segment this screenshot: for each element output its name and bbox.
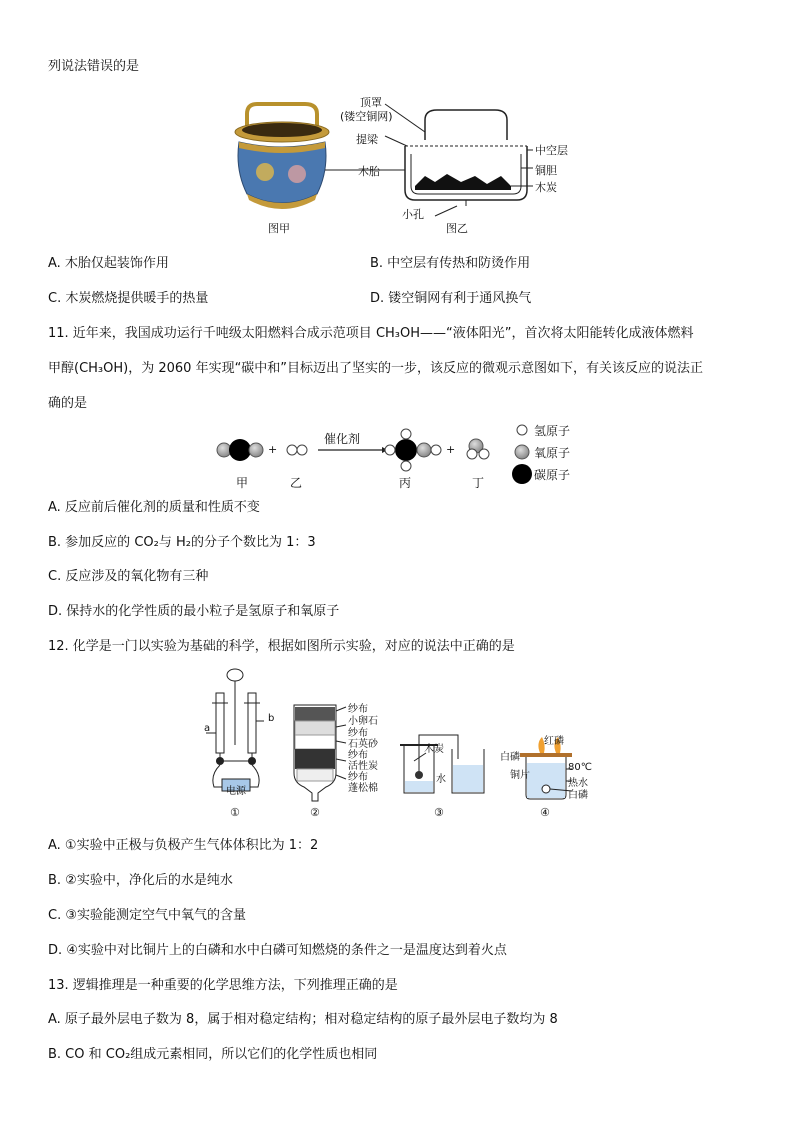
exp2-number: ② [310, 806, 320, 819]
intro-text: 列说法错误的是 [48, 59, 140, 74]
exp1-number: ① [230, 806, 240, 819]
species-jia: 甲 [236, 476, 249, 490]
exp4-hot-water: 热水 [568, 778, 588, 789]
exp2-layer-2: 纱布 [348, 728, 368, 739]
q10-option-a: A. 木胎仅起装饰作用 [48, 256, 169, 271]
exp2-layer-1: 小卵石 [348, 716, 378, 727]
q10-option-b: B. 中空层有传热和防烫作用 [370, 256, 531, 271]
exp2-layer-7: 蓬松棉 [348, 783, 378, 794]
q11-stem-line2: 甲醇(CH₃OH)，为 2060 年实现“碳中和”目标迈出了坚实的一步，该反应的微观示意图如下，有关该反应的说法正 [48, 361, 704, 376]
fig2-caption: 图乙 [446, 222, 468, 235]
label-top-cover: 顶罩 [360, 96, 382, 109]
legend-oxygen: 氧原子 [534, 446, 571, 460]
exp2-layer-5: 活性炭 [348, 761, 378, 772]
legend-hydrogen: 氢原子 [534, 424, 571, 438]
exp4-white-p: 白磷 [500, 752, 520, 763]
exp4-white-p2: 白磷 [568, 790, 588, 801]
water-filter-apparatus [294, 705, 346, 801]
hand-warmer-photo [235, 104, 329, 209]
exp3-number: ③ [434, 806, 444, 819]
q11-option-b: B. 参加反应的 CO₂与 H₂的分子个数比为 1：3 [48, 535, 316, 550]
exp1-label-a: a [204, 723, 211, 734]
experiments-figure [200, 665, 600, 825]
exp2-layer-4: 纱布 [348, 750, 368, 761]
exp4-copper: 铜片 [510, 770, 530, 781]
q13-stem: 13. 逻辑推理是一种重要的化学思维方法，下列推理正确的是 [48, 978, 398, 993]
exp3-water: 水 [436, 774, 446, 785]
exp3-charcoal: 木炭 [424, 744, 444, 755]
q13-option-b: B. CO 和 CO₂组成元素相同，所以它们的化学性质也相同 [48, 1047, 378, 1062]
label-hollow-layer: 中空层 [535, 144, 568, 157]
label-charcoal: 木炭 [535, 181, 557, 194]
electrolysis-apparatus [206, 669, 264, 791]
exp1-label-b: b [268, 713, 275, 724]
plus-sign-2: + [446, 443, 456, 456]
species-bing: 丙 [399, 476, 412, 490]
q13-option-a: A. 原子最外层电子数为 8，属于相对稳定结构；相对稳定结构的原子最外层电子数均为 8 [48, 1012, 558, 1027]
exp2-layer-6: 纱布 [348, 772, 368, 783]
label-top-cover-sub: (镂空铜网) [340, 110, 393, 123]
q10-option-c: C. 木炭燃烧提供暖手的热量 [48, 291, 209, 306]
label-wood-body: 木胎 [358, 165, 380, 178]
species-ding: 丁 [472, 476, 485, 490]
exp4-temp: 80℃ [568, 762, 592, 773]
label-small-hole: 小孔 [402, 208, 424, 221]
exp2-layer-3: 石英砂 [348, 739, 378, 750]
q12-option-b: B. ②实验中，净化后的水是纯水 [48, 873, 233, 888]
legend-carbon: 碳原子 [534, 468, 571, 482]
q11-option-c: C. 反应涉及的氧化物有三种 [48, 569, 209, 584]
label-handle: 提梁 [356, 133, 378, 146]
exp2-layer-0: 纱布 [348, 704, 368, 715]
exp4-red-p: 红磷 [544, 736, 564, 747]
q12-stem: 12. 化学是一门以实验为基础的科学，根据如图所示实验，对应的说法中正确的是 [48, 639, 515, 654]
fig1-caption: 图甲 [268, 222, 290, 235]
q11-option-a: A. 反应前后催化剂的质量和性质不变 [48, 500, 260, 515]
catalyst-label: 催化剂 [324, 432, 361, 446]
q11-stem-line1: 11. 近年来，我国成功运行千吨级太阳燃料合成示范项目 CH₃OH——“液体阳光”，首次将太阳能转化成液体燃料 [48, 326, 694, 341]
species-yi: 乙 [290, 476, 303, 490]
label-copper-liner: 铜胆 [535, 164, 557, 177]
q12-option-c: C. ③实验能测定空气中氧气的含量 [48, 908, 246, 923]
q10-option-d: D. 镂空铜网有利于通风换气 [370, 291, 532, 306]
q11-option-d: D. 保持水的化学性质的最小粒子是氢原子和氧原子 [48, 604, 340, 619]
plus-sign-1: + [268, 443, 278, 456]
q12-option-a: A. ①实验中正极与负极产生气体体积比为 1：2 [48, 838, 319, 853]
q11-stem-line3: 确的是 [48, 396, 88, 411]
q12-option-d: D. ④实验中对比铜片上的白磷和水中白磷可知燃烧的条件之一是温度达到着火点 [48, 943, 507, 958]
exp1-power: 电源 [226, 786, 246, 797]
exp4-number: ④ [540, 806, 550, 819]
